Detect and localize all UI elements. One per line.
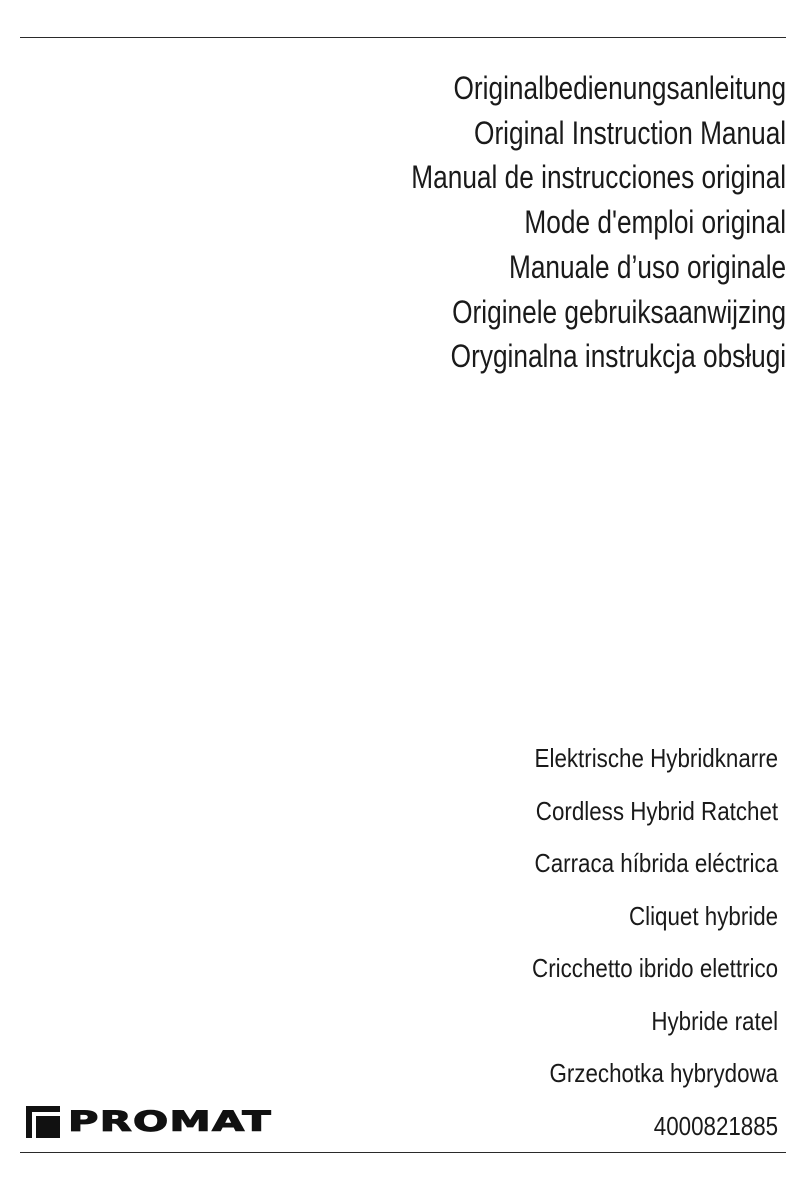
- manual-title-it: Manuale d’uso originale: [508, 248, 786, 285]
- brand-name: PROMAT: [68, 1105, 272, 1138]
- product-name-de: Elektrische Hybridknarre: [534, 743, 778, 773]
- product-name-list: [492, 732, 778, 1152]
- manual-title-de: Originalbedienungsanleitung: [453, 70, 786, 106]
- product-name-pl: Grzechotka hybrydowa: [549, 1058, 778, 1088]
- product-name-nl: Hybride ratel: [651, 1005, 778, 1036]
- bottom-divider: [20, 1152, 786, 1153]
- product-name-it: Cricchetto ibrido elettrico: [531, 953, 778, 983]
- brand-logo: [26, 1105, 272, 1139]
- article-number: 4000821885: [653, 1110, 778, 1141]
- product-name-es: Carraca híbrida eléctrica: [534, 848, 778, 878]
- manual-title-fr: Mode d'emploi original: [524, 204, 786, 241]
- manual-title-en: Original Instruction Manual: [473, 114, 786, 151]
- promat-logo-mark-icon: [26, 1106, 60, 1138]
- top-divider: [20, 37, 786, 38]
- product-name-en: Cordless Hybrid Ratchet: [535, 795, 778, 826]
- manual-title-es: Manual de instrucciones original: [411, 159, 786, 196]
- manual-title-list: [329, 66, 786, 379]
- manual-title-pl: Oryginalna instrukcja obsługi: [450, 338, 786, 375]
- product-name-fr: Cliquet hybride: [628, 900, 778, 931]
- manual-title-nl: Originele gebruiksaanwijzing: [451, 293, 786, 330]
